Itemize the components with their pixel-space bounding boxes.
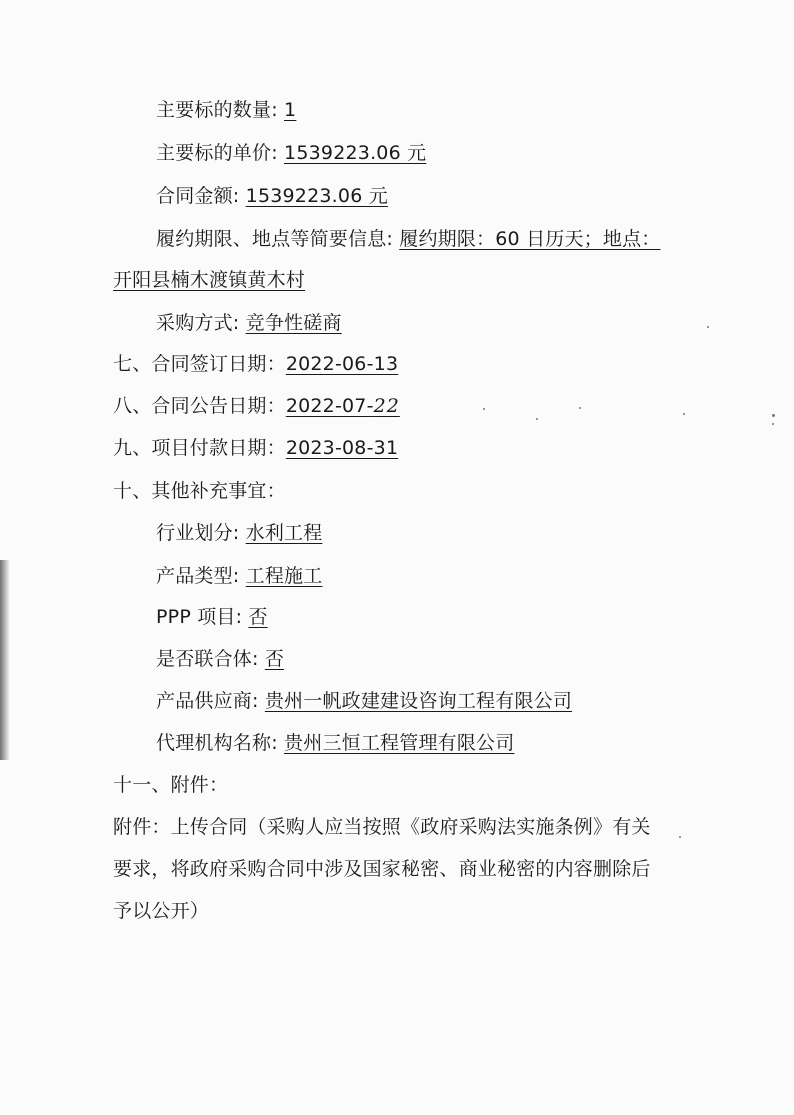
performance-label: 履约期限、地点等简要信息: <box>156 228 400 250</box>
agency-label: 代理机构名称: <box>156 732 285 754</box>
scan-speck <box>579 407 581 409</box>
scan-speck <box>683 413 685 415</box>
payment-date-label: 九、项目付款日期： <box>113 437 286 459</box>
attachments-line-3: 予以公开） <box>113 900 210 922</box>
scan-speck <box>707 326 709 328</box>
announcement-date-value <box>286 395 400 417</box>
quantity-value: 1 <box>284 99 297 121</box>
industry-line <box>156 521 322 545</box>
signing-date-label: 七、合同签订日期： <box>113 353 286 375</box>
scan-speck <box>536 418 538 420</box>
attachments-heading: 十一、附件： <box>113 774 229 796</box>
performance-line-1 <box>156 227 660 251</box>
supplier-value: 贵州一帆政建建设咨询工程有限公司 <box>264 690 573 712</box>
product-type-line <box>156 564 322 588</box>
industry-value: 水利工程 <box>245 522 323 544</box>
scan-speck <box>772 423 774 425</box>
performance-value-2: 开阳县楠木渡镇黄木村 <box>113 269 306 291</box>
unit-price-value: 1539223.06 元 <box>284 142 427 164</box>
product-type-value: 工程施工 <box>245 565 323 587</box>
procurement-method-label: 采购方式: <box>156 312 246 334</box>
payment-date-value: 2023-08-31 <box>285 437 399 459</box>
attachments-line-2: 要求，将政府采购合同中涉及国家秘密、商业秘密的内容删除后 <box>113 858 651 880</box>
scan-speck <box>772 414 775 417</box>
announcement-date-handwritten: 22 <box>373 395 400 417</box>
ppp-value: 否 <box>248 606 268 628</box>
unit-price-line <box>156 141 426 165</box>
performance-value-1: 履约期限：60 日历天；地点： <box>399 228 661 250</box>
industry-label: 行业划分: <box>156 522 246 544</box>
ppp-line <box>156 605 268 629</box>
contract-amount-label: 合同金额: <box>156 185 246 207</box>
quantity-label: 主要标的数量: <box>156 99 285 121</box>
performance-line-2 <box>113 268 305 292</box>
procurement-method-line <box>156 311 342 335</box>
signing-date-value: 2022-06-13 <box>285 353 399 375</box>
other-heading: 十、其他补充事宜： <box>113 480 286 502</box>
attachments-line-1: 附件：上传合同（采购人应当按照《政府采购法实施条例》有关 <box>113 816 651 838</box>
product-type-label: 产品类型: <box>156 565 246 587</box>
scan-edge-shadow <box>0 560 10 760</box>
consortium-label: 是否联合体: <box>156 648 265 670</box>
supplier-line <box>156 689 572 713</box>
contract-amount-value: 1539223.06 元 <box>245 185 388 207</box>
scan-speck <box>483 408 485 410</box>
contract-amount-line <box>156 184 388 208</box>
procurement-method-value: 竞争性磋商 <box>245 312 342 334</box>
announcement-date-line <box>113 394 400 418</box>
supplier-label: 产品供应商: <box>156 690 265 712</box>
unit-price-label: 主要标的单价: <box>156 142 285 164</box>
scan-speck <box>679 836 681 838</box>
consortium-value: 否 <box>264 648 285 670</box>
payment-date-line <box>113 436 398 460</box>
ppp-label: PPP 项目: <box>156 606 249 628</box>
signing-date-line <box>113 352 398 376</box>
announcement-date-printed: 2022-07- <box>285 395 374 417</box>
agency-line <box>156 731 514 755</box>
announcement-date-label: 八、合同公告日期： <box>113 395 286 417</box>
quantity-line <box>156 98 296 122</box>
agency-value: 贵州三恒工程管理有限公司 <box>284 732 515 754</box>
consortium-line <box>156 647 284 671</box>
